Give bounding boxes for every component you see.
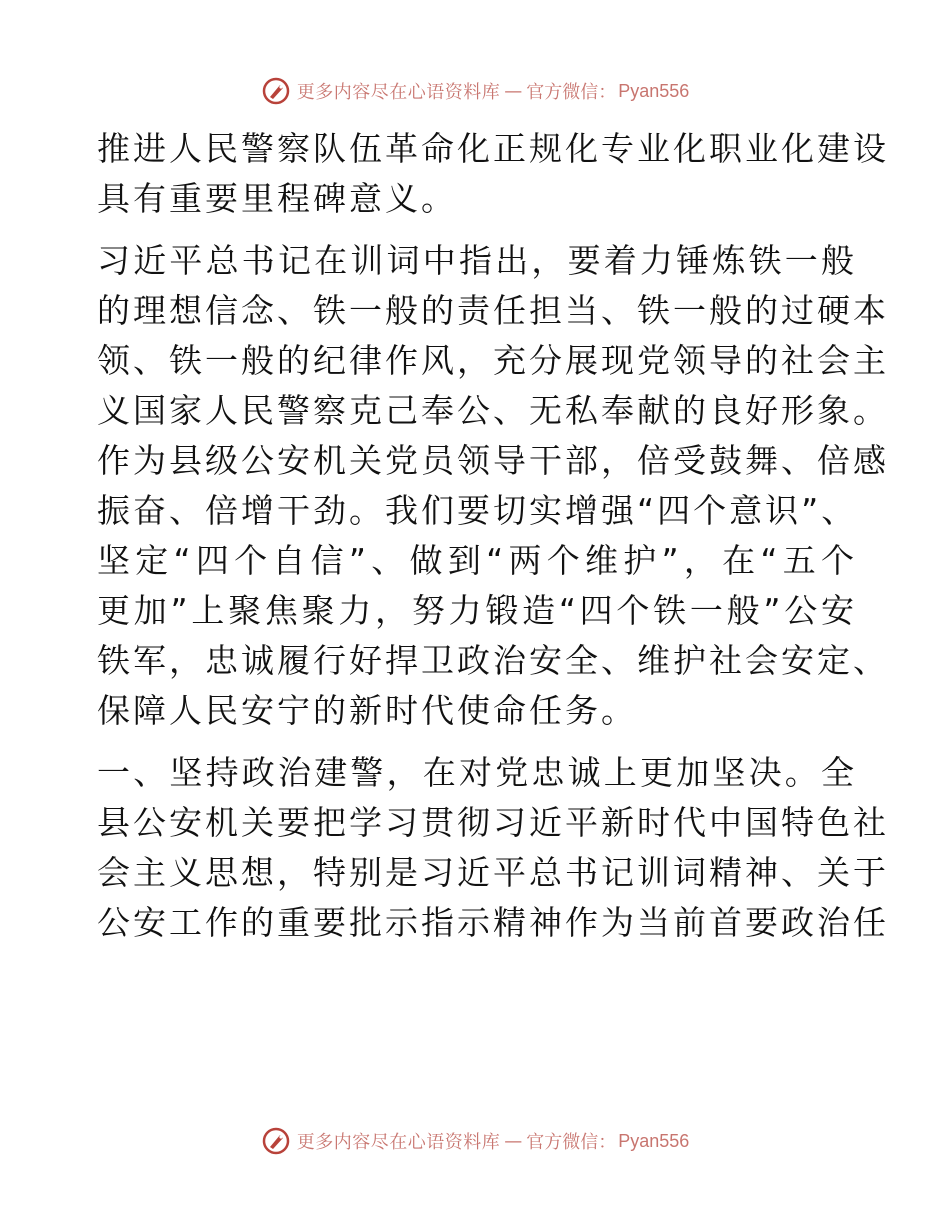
watermark-text: 更多内容尽在心语资料库: [296, 1132, 501, 1153]
watermark-separator: —: [504, 80, 523, 102]
text-line: 铁军，忠诚履行好捍卫政治安全、维护社会安定、: [97, 641, 889, 680]
text-line: 振奋、倍增干劲。我们要切实增强“四个意识”、: [97, 491, 858, 530]
pen-nib-icon: [261, 76, 291, 106]
paragraph: [97, 236, 889, 736]
text-line: 县公安机关要把学习贯彻习近平新时代中国特色社: [97, 803, 889, 842]
text-line: 更加”上聚焦聚力，努力锻造“四个铁一般”公安: [97, 591, 857, 630]
text-line: 义国家人民警察克己奉公、无私奉献的良好形象。: [97, 391, 889, 430]
text-line: 一、坚持政治建警，在对党忠诚上更加坚决。全: [97, 753, 857, 792]
watermark-footer: [0, 1121, 950, 1161]
text-line: 会主义思想，特别是习近平总书记训词精神、关于: [97, 853, 889, 892]
text-line: 坚定“四个自信”、做到“两个维护”，在“五个: [97, 541, 857, 580]
watermark-separator: —: [504, 1130, 523, 1152]
watermark-label: 官方微信：: [526, 82, 617, 103]
text-line: 习近平总书记在训词中指出，要着力锤炼铁一般: [97, 241, 857, 280]
text-line: 保障人民安宁的新时代使命任务。: [97, 691, 637, 730]
watermark-text: 更多内容尽在心语资料库: [296, 82, 501, 103]
text-line: 公安工作的重要批示指示精神作为当前首要政治任: [97, 903, 889, 942]
paragraph: [97, 748, 889, 948]
watermark-label: 官方微信：: [526, 1132, 617, 1153]
pen-nib-icon: [261, 1126, 291, 1156]
text-line: 作为县级公安机关党员领导干部，倍受鼓舞、倍感: [97, 441, 889, 480]
text-line: 具有重要里程碑意义。: [97, 179, 457, 218]
text-line: 的理想信念、铁一般的责任担当、铁一般的过硬本: [97, 291, 889, 330]
watermark-account: Pyan556: [618, 80, 690, 101]
document-body: [97, 124, 889, 948]
watermark-account: Pyan556: [618, 1130, 690, 1151]
text-line: 推进人民警察队伍革命化正规化专业化职业化建设: [97, 129, 889, 168]
paragraph: [97, 124, 889, 224]
watermark-header: [0, 71, 950, 111]
text-line: 领、铁一般的纪律作风，充分展现党领导的社会主: [97, 341, 889, 380]
